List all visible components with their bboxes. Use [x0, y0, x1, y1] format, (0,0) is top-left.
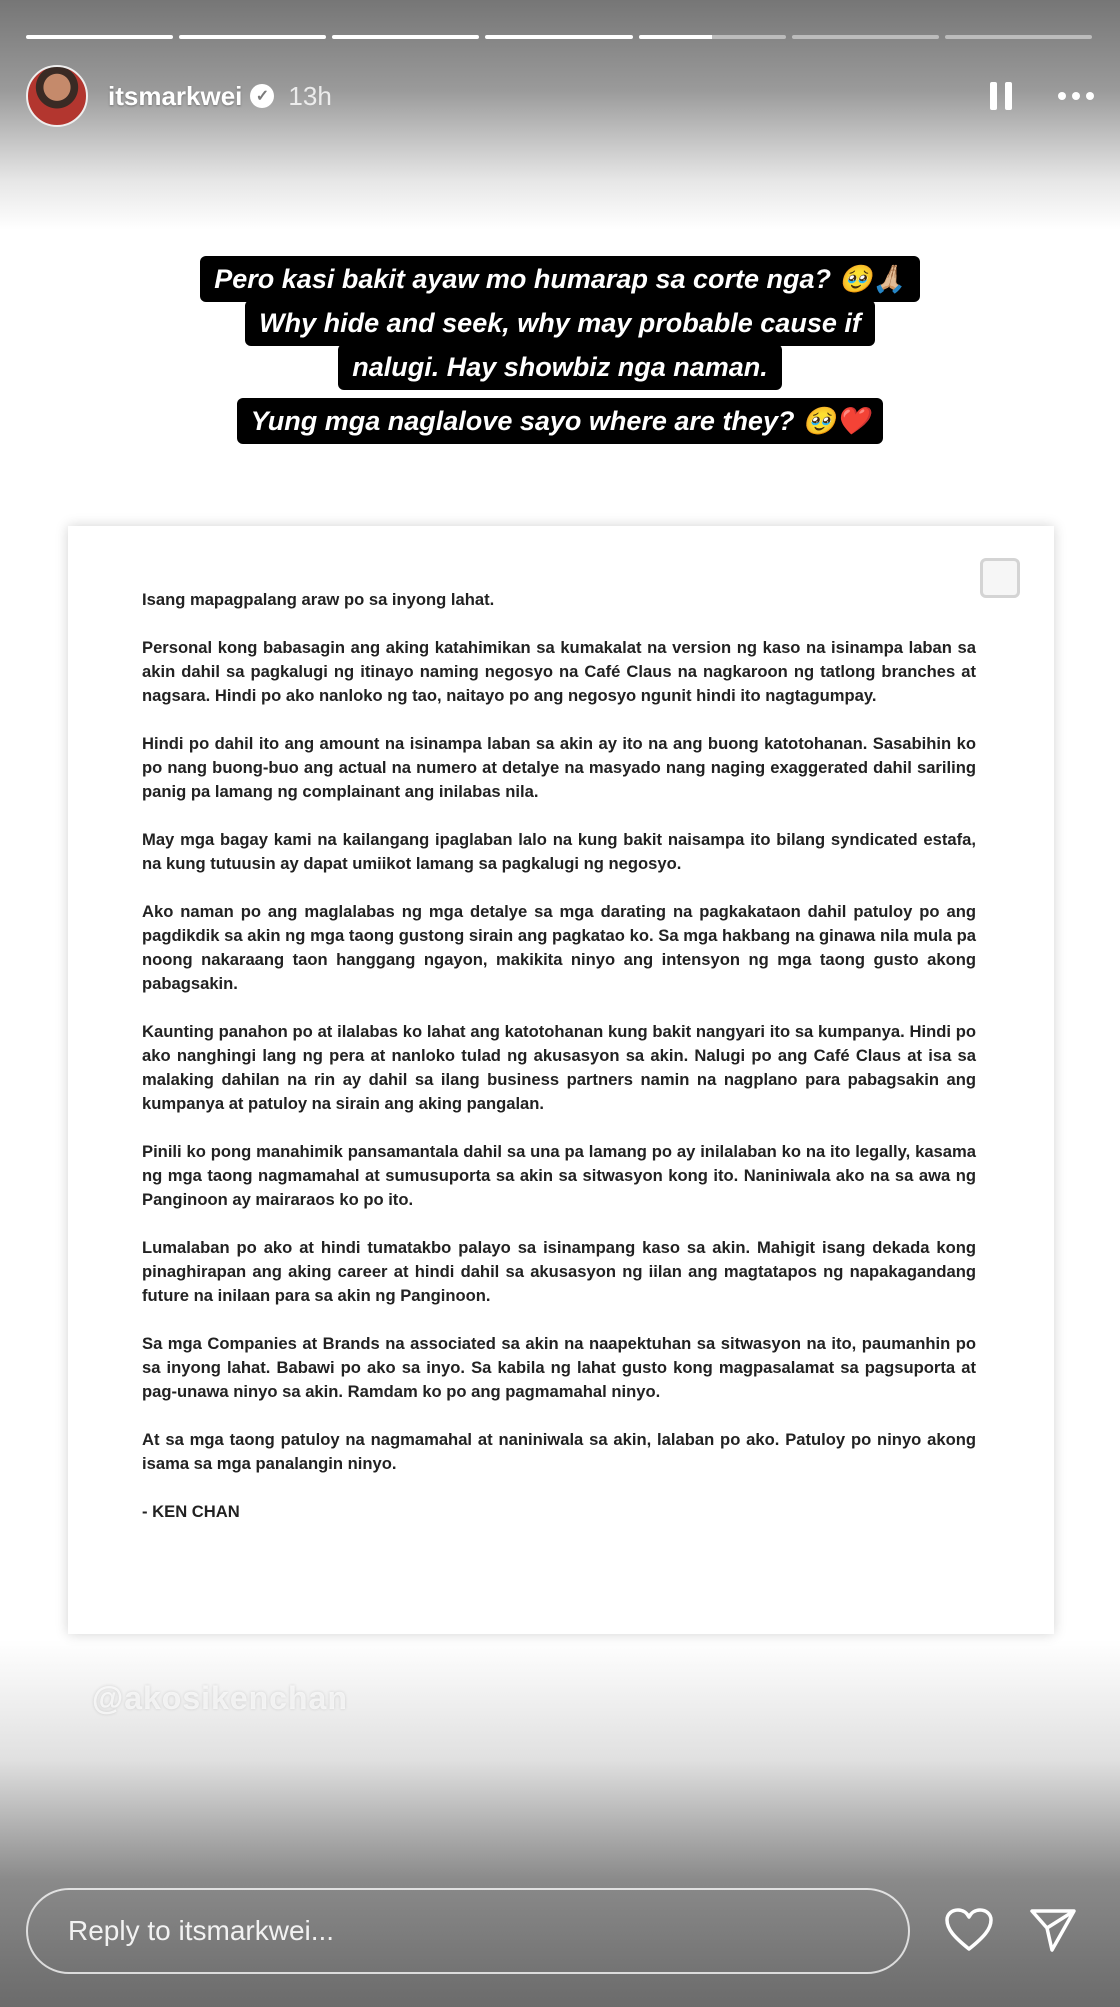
statement-document: [68, 526, 1054, 1634]
caption-block: [0, 256, 1120, 388]
statement-paragraph: May mga bagay kami na kailangang ipaglaban lalo na kung bakit naisampa ito bilang syndicated estafa, na kung tutuusin ay dapat umiikot lamang sa pagkalugi ng negosyo.: [142, 830, 976, 873]
statement-paragraph: Pinili ko pong manahimik pansamantala dahil sa una pa lamang po ay inilalaban ko na ito legally, kasama ng mga taong nagmamahal at sumusuporta sa akin sa sitwasyon kong ito. Naniniwala ako na sa awa ng Panginoon ay mairaraos ko po ito.: [142, 1142, 976, 1209]
copy-icon: [980, 558, 1020, 598]
mention-tag[interactable]: @akosikenchan: [92, 1680, 348, 1716]
statement-paragraph: Personal kong babasagin ang aking katahimikan sa kumakalat na version ng kaso na isinampa laban sa akin dahil sa pagkalugi ng itinayo naming negosyo na Café Claus na nagkaroon ng tatlong branches at nagsara. Hindi po ako nanloko ng tao, naitayo po ang negosyo ngunit hindi ito nagtagumpay.: [142, 638, 976, 705]
statement-body: [142, 588, 976, 1548]
avatar[interactable]: [26, 65, 88, 127]
caption-block: [0, 398, 1120, 442]
progress-segment: [179, 35, 326, 39]
username[interactable]: itsmarkwei: [108, 80, 243, 111]
statement-paragraph: At sa mga taong patuloy na nagmamahal at naniniwala sa akin, lalaban po ako. Patuloy po ninyo akong isama sa mga panalangin ninyo.: [142, 1430, 976, 1473]
progress-segment: [945, 35, 1092, 39]
statement-paragraph: Kaunting panahon po at ilalabas ko lahat ang katotohanan kung bakit nangyari ito sa kumpanya. Hindi po ako nanghingi lang ng pera at nanloko tulad ng akusasyon sa akin. Nalugi po ang Café Claus at isa sa malaking dahilan na rin ay dahil sa ilang business partners namin na nagplano para pabagsakin ang kumpanya at patuloy na sirain ang aking pangalan.: [142, 1022, 976, 1113]
progress-segment: [332, 35, 479, 39]
statement-paragraph: Isang mapagpalang araw po sa inyong lahat.: [142, 590, 495, 609]
caption-line: nalugi. Hay showbiz nga naman.: [338, 344, 782, 390]
heart-icon[interactable]: [944, 1907, 994, 1953]
statement-paragraph: Sa mga Companies at Brands na associated sa akin na naapektuhan sa sitwasyon na ito, paumanhin po sa inyong lahat. Babawi po ako sa inyo. Sa kabila ng lahat gusto kong magpasalamat sa pagsuporta at pag-unawa ninyo sa akin. Ramdam ko po ang pagmamahal ninyo.: [142, 1334, 976, 1401]
statement-paragraph: Lumalaban po ako at hindi tumatakbo palayo sa isinampang kaso sa akin. Mahigit isang dekada kong pinaghirapan ang aking career at hindi dahil sa akusasyon ng iilan ang magtatapos ng napakagandang future na inilaan para sa akin ng Panginoon.: [142, 1238, 976, 1305]
caption-line: Yung mga naglalove sayo where are they? 🥹❤️: [237, 398, 883, 444]
statement-signature: - KEN CHAN: [142, 1502, 240, 1521]
progress-segment: [26, 35, 173, 39]
progress-segment: [792, 35, 939, 39]
statement-paragraph: Ako naman po ang maglalabas ng mga detalye sa mga darating na pagkakataon dahil patuloy po ang pagdikdik sa akin ng mga taong gustong sirain ang pagkatao ko. Sa mga hakbang na ginawa nila mula pa noong nakaraang taon hanggang ngayon, makikita ninyo ang intensyon ng mga taong gusto akong pabagsakin.: [142, 902, 976, 993]
caption-line: Why hide and seek, why may probable cause if: [245, 300, 875, 346]
send-icon[interactable]: [1028, 1907, 1078, 1953]
statement-paragraph: Hindi po dahil ito ang amount na isinampa laban sa akin ay ito na ang buong katotohanan. Sasabihin ko po nang buong-buo ang actual na numero at detalye na masyado nang naging exaggerated dahil sariling panig pa lamang ng complainant ang inilabas nila.: [142, 734, 976, 801]
more-icon[interactable]: [1058, 92, 1094, 100]
reply-input[interactable]: Reply to itsmarkwei...: [26, 1888, 910, 1974]
pause-icon[interactable]: [986, 79, 1016, 113]
verified-icon: ✓: [250, 84, 274, 108]
progress-segment: [485, 35, 632, 39]
timestamp: 13h: [288, 80, 332, 111]
progress-segment-current: [639, 35, 786, 39]
caption-line: Pero kasi bakit ayaw mo humarap sa corte nga? 🥹🙏🏼: [200, 256, 919, 302]
story-progress-bar: [26, 35, 1092, 39]
story-header: [26, 64, 1094, 128]
